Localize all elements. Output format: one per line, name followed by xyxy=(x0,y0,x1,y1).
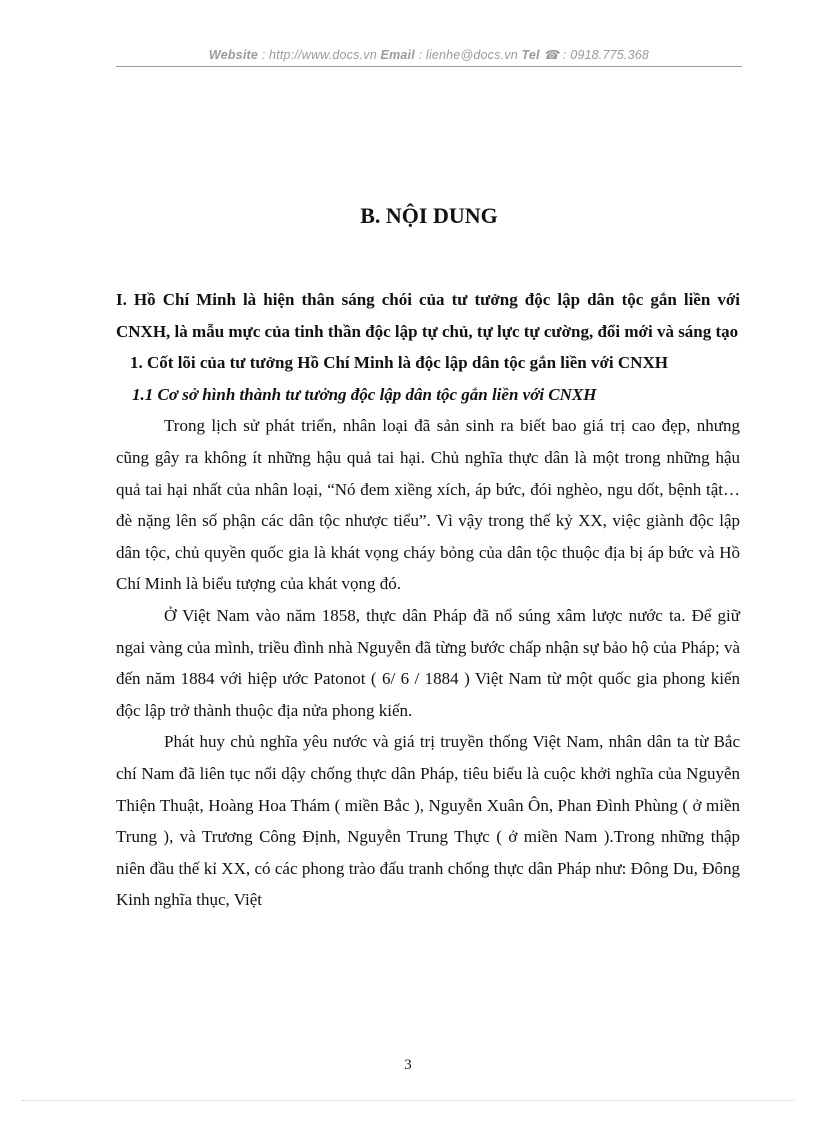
heading-level-2: 1. Cốt lõi của tư tưởng Hồ Chí Minh là độc lập dân tộc gắn liền với CNXH xyxy=(130,353,668,373)
heading-level-1: I. Hồ Chí Minh là hiện thân sáng chói của tư tưởng độc lập dân tộc gắn liền với CNXH, là mẫu mực của tinh thần độc lập tự chủ, tự lực tự cường, đổi mới và sáng tạo xyxy=(116,290,740,341)
email-value: : lienhe@docs.vn xyxy=(414,48,522,62)
document-body xyxy=(116,284,740,916)
page-bottom-divider xyxy=(22,1100,794,1101)
page-header xyxy=(116,47,742,62)
heading-level-3: 1.1 Cơ sở hình thành tư tưởng độc lập dân tộc gắn liền với CNXH xyxy=(132,384,597,404)
website-value: : http://www.docs.vn xyxy=(258,48,381,62)
paragraph: Phát huy chủ nghĩa yêu nước và giá trị truyền thống Việt Nam, nhân dân ta từ Bắc chí Nam đã liên tục nổi dậy chống thực dân Pháp, tiêu biểu là cuộc khởi nghĩa của Nguyễn Thiện Thuật, Hoàng Hoa Thám ( miền Bắc ), Nguyễn Xuân Ôn, Phan Đình Phùng ( ở miền Trung ), và Trương Công Định, Nguyễn Trung Thực ( ở miền Nam ).Trong những thập niên đầu thế kỉ XX, có các phong trào đấu tranh chống thực dân Pháp như: Đông Du, Đông Kinh nghĩa thục, Việt xyxy=(116,732,740,910)
section-title: B. NỘI DUNG xyxy=(360,203,498,228)
paragraph: Ở Việt Nam vào năm 1858, thực dân Pháp đã nổ súng xâm lược nước ta. Để giữ ngai vàng của mình, triều đình nhà Nguyễn đã từng bước chấp nhận sự bảo hộ của Pháp; và đến năm 1884 với hiệp ước Patonot ( 6/ 6 / 1884 ) Việt Nam từ một quốc gia phong kiến độc lập trở thành thuộc địa nửa phong kiến. xyxy=(116,605,740,720)
website-label: Website xyxy=(208,48,259,62)
header-divider xyxy=(116,66,742,67)
tel-value: ☎ : 0918.775.368 xyxy=(539,48,650,62)
page-number: 3 xyxy=(404,1057,412,1073)
tel-label: Tel xyxy=(521,48,540,62)
email-label: Email xyxy=(380,48,415,62)
paragraph: Trong lịch sử phát triển, nhân loại đã sản sinh ra biết bao giá trị cao đẹp, nhưng cũng gây ra không ít những hậu quả tai hại. Chủ nghĩa thực dân là một trong những hậu quả tai hại nhất của nhân loại, “Nó đem xiềng xích, áp bức, đói nghèo, ngu dốt, bệnh tật…đè nặng lên số phận các dân tộc nhược tiểu”. Vì vậy trong thế kỷ XX, việc giành độc lập dân tộc, chủ quyền quốc gia là khát vọng cháy bỏng của dân tộc thuộc địa bị áp bức và Hồ Chí Minh là biểu tượng của khát vọng đó. xyxy=(116,416,740,594)
